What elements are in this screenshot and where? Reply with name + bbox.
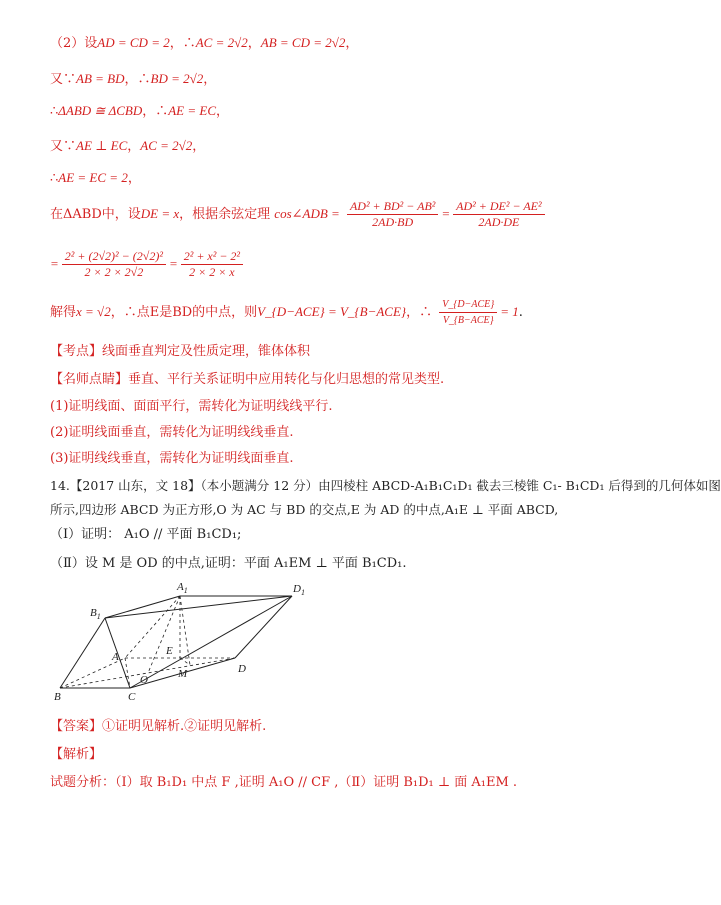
text: ，∴点E是BD的中点，则 bbox=[110, 305, 258, 320]
dashed-A1O bbox=[148, 596, 180, 673]
text: 又∵ bbox=[50, 139, 77, 154]
tip-2: (2)证明线面垂直，需转化为证明线线垂直. bbox=[50, 425, 294, 440]
problem-line-2: 所示,四边形 ABCD 为正方形,O 为 AC 与 BD 的交点,E 为 AD 的中点,A₁E ⊥ 平面 ABCD, bbox=[50, 502, 559, 517]
equation: AD = CD = 2 bbox=[97, 35, 170, 50]
label-B1: $B_1$ bbox=[90, 607, 101, 621]
tip-3: (3)证明线线垂直，需转化为证明线面垂直. bbox=[50, 451, 294, 466]
label-B: B bbox=[54, 691, 61, 703]
label-M: M bbox=[178, 668, 188, 680]
denominator: 2AD·DE bbox=[478, 215, 520, 229]
equation: AE = EC bbox=[168, 103, 217, 118]
equals-sign: = bbox=[50, 256, 59, 271]
text: （2）设 bbox=[50, 36, 98, 51]
dashed-AC bbox=[125, 658, 130, 688]
equation: AC = 2√2 bbox=[140, 138, 193, 153]
jiexi-heading: 【解析】 bbox=[50, 747, 103, 762]
tip-1: (1)证明线面、面面平行，需转化为证明线线平行. bbox=[50, 399, 333, 414]
fraction bbox=[62, 249, 166, 280]
solution-line-2 bbox=[50, 70, 216, 89]
edge-D1D bbox=[235, 596, 292, 658]
edge-CD1 bbox=[130, 596, 292, 688]
denominator: 2 × 2 × x bbox=[189, 265, 235, 279]
text: ， bbox=[127, 171, 141, 186]
text: ， bbox=[216, 104, 230, 119]
equation: AE = EC = 2 bbox=[58, 170, 128, 185]
text: ，∴ bbox=[406, 305, 433, 320]
equation: x = √2 bbox=[76, 304, 111, 319]
equals-sign: = bbox=[441, 206, 451, 221]
label-O: O bbox=[140, 674, 148, 686]
fraction bbox=[439, 297, 497, 328]
solution-line-7 bbox=[50, 248, 246, 281]
text: ， bbox=[127, 139, 141, 154]
mingshi-note: 【名师点睛】垂直、平行关系证明中应用转化与化归思想的常见类型. bbox=[50, 372, 445, 387]
equation: = 1 bbox=[500, 304, 519, 319]
denominator: V_{B−ACE} bbox=[442, 315, 494, 326]
text: ，∴ bbox=[124, 72, 151, 87]
text: . bbox=[518, 305, 523, 320]
kaodian-note: 【考点】线面垂直判定及性质定理，锥体体积 bbox=[50, 344, 311, 359]
solution-line-5 bbox=[50, 169, 141, 188]
label-D: D bbox=[238, 663, 246, 675]
problem-part-1: （Ⅰ）证明： A₁O // 平面 B₁CD₁; bbox=[50, 527, 242, 542]
text: ，∴ bbox=[169, 36, 196, 51]
label-D1: $D_1$ bbox=[293, 583, 305, 597]
text: 又∵ bbox=[50, 72, 77, 87]
equation: V_{D−ACE} = V_{B−ACE} bbox=[257, 304, 407, 319]
fraction bbox=[453, 199, 544, 230]
equation: ΔABD ≅ ΔCBD bbox=[58, 103, 143, 118]
equals-sign: = bbox=[168, 256, 178, 271]
text: ， bbox=[247, 36, 261, 51]
problem-line-1: 14.【2017 山东，文 18】（本小题满分 12 分）由四棱柱 ABCD-A₁B₁C₁D₁ 截去三棱锥 C₁- B₁CD₁ 后得到的几何体如图 bbox=[50, 478, 721, 493]
numerator: 2² + (2√2)² − (2√2)² bbox=[62, 249, 166, 265]
numerator: AD² + DE² − AE² bbox=[453, 199, 544, 215]
label-A1: $A_1$ bbox=[177, 581, 188, 595]
equation: AC = 2√2 bbox=[195, 35, 248, 50]
solution-line-6 bbox=[50, 198, 548, 231]
fraction bbox=[181, 249, 243, 280]
solution-line-8 bbox=[50, 296, 523, 329]
label-E: E bbox=[166, 645, 173, 657]
text: 在ΔABD中，设 bbox=[50, 207, 141, 222]
analysis-line: 试题分析：（Ⅰ）取 B₁D₁ 中点 F ,证明 A₁O // CF ,（Ⅱ）证明 B₁D₁ ⊥ 面 A₁EM . bbox=[50, 775, 518, 790]
fraction bbox=[347, 199, 438, 230]
problem-part-2: （Ⅱ）设 M 是 OD 的中点,证明：平面 A₁EM ⊥ 平面 B₁CD₁. bbox=[50, 556, 407, 571]
equation: AB = BD bbox=[76, 71, 125, 86]
text: ∴ bbox=[50, 171, 59, 186]
text: ， bbox=[203, 72, 217, 87]
edge-B1A1 bbox=[105, 596, 180, 618]
text: ∴ bbox=[50, 104, 59, 119]
solution-line-4 bbox=[50, 137, 205, 156]
text: ，根据余弦定理 bbox=[179, 207, 271, 222]
denominator: 2AD·BD bbox=[372, 215, 414, 229]
label-A: A bbox=[112, 651, 119, 663]
equation: DE = x bbox=[140, 206, 180, 221]
solution-line-1 bbox=[50, 34, 358, 53]
numerator: V_{D−ACE} bbox=[439, 297, 497, 313]
numerator: 2² + x² − 2² bbox=[181, 249, 243, 265]
numerator: AD² + BD² − AB² bbox=[347, 199, 438, 215]
text: ，∴ bbox=[142, 104, 169, 119]
answer-line: 【答案】①证明见解析.②证明见解析. bbox=[50, 719, 267, 734]
equation: AB = CD = 2√2 bbox=[260, 35, 346, 50]
text: ， bbox=[345, 36, 359, 51]
equation: cos∠ADB = bbox=[274, 206, 340, 221]
equation: BD = 2√2 bbox=[150, 71, 204, 86]
denominator: 2 × 2 × 2√2 bbox=[84, 265, 144, 279]
equation: AE ⊥ EC bbox=[76, 138, 128, 153]
text: 解得 bbox=[50, 305, 77, 320]
edge-B1D1 bbox=[105, 596, 292, 618]
text: ， bbox=[192, 139, 206, 154]
dashed-EM bbox=[180, 658, 190, 665]
geometry-figure bbox=[50, 578, 330, 703]
solution-line-3 bbox=[50, 102, 229, 121]
label-C: C bbox=[128, 691, 136, 703]
